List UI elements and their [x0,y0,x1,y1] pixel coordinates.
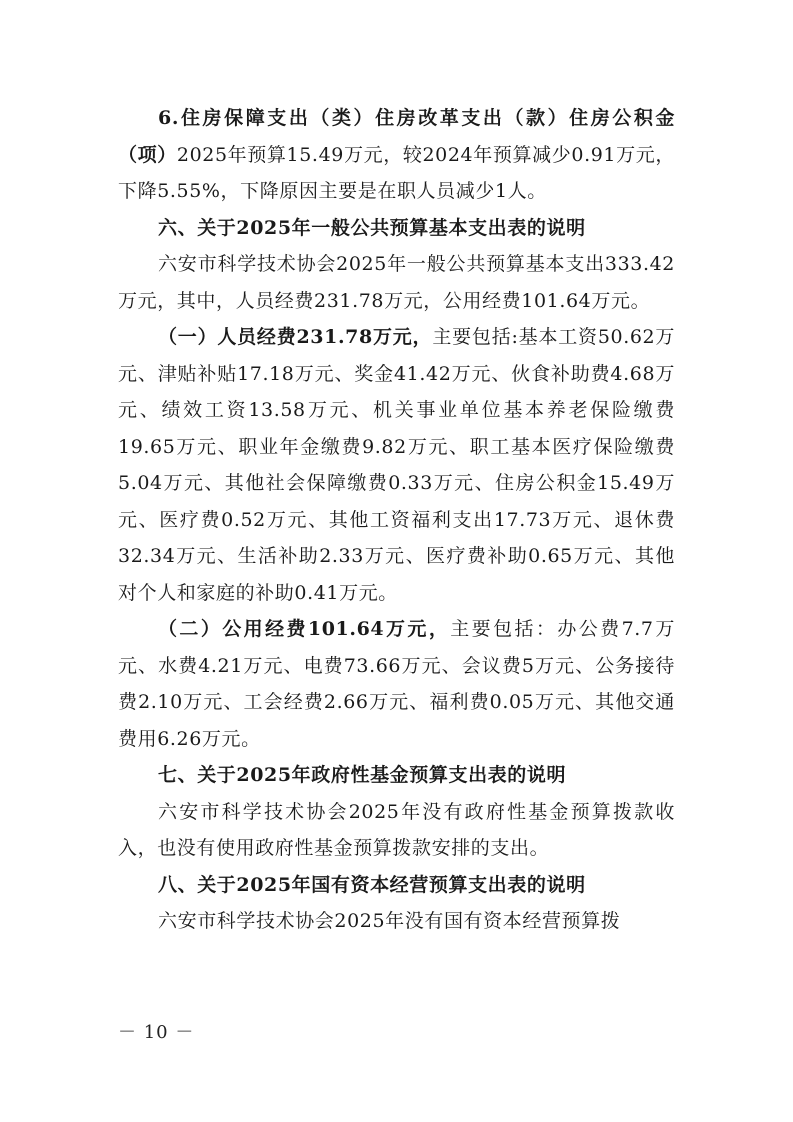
page-number: － 10 － [118,1022,195,1043]
paragraph-housing-fund-title: 6.住房保障支出（类）住房改革支出（款）住房公积金（项） [118,107,675,166]
paragraph-housing-fund [118,100,675,210]
paragraph-public-expenses [118,611,675,757]
paragraph-personnel-expenses [118,319,675,611]
section-heading-6: 六、关于2025年一般公共预算基本支出表的说明 [158,216,586,239]
paragraph-personnel-expenses-title: （一）人员经费231.78万元， [158,326,433,348]
paragraph-basic-expenditure: 六安市科学技术协会2025年一般公共预算基本支出333.42万元，其中，人员经费231.78万元，公用经费101.64万元。 [118,253,675,312]
paragraph-government-fund: 六安市科学技术协会2025年没有政府性基金预算拨款收入，也没有使用政府性基金预算拨款安排的支出。 [118,800,675,859]
paragraph-state-capital: 六安市科学技术协会2025年没有国有资本经营预算拨 [158,910,621,932]
paragraph-public-expenses-body: 主要包括：办公费7.7万元、水费4.21万元、电费73.66万元、会议费5万元、公务接待费2.10万元、工会经费2.66万元、福利费0.05万元、其他交通费用6.26万元。 [118,618,675,750]
paragraph-housing-fund-body: 2025年预算15.49万元，较2024年预算减少0.91万元，下降5.55%，下降原因主要是在职人员减少1人。 [118,143,675,202]
paragraph-personnel-expenses-body: 主要包括:基本工资50.62万元、津贴补贴17.18万元、奖金41.42万元、伙食补助费4.68万元、绩效工资13.58万元、机关事业单位基本养老保险缴费19.65万元、职业年金缴费9.82万元、职工基本医疗保险缴费5.04万元、其他社会保障缴费0.33万元、住房公积金15.49万元、医疗费0.52万元、其他工资福利支出17.73万元、退休费32.34万元、生活补助2.33万元、医疗费补助0.65万元、其他对个人和家庭的补助0.41万元。 [118,326,675,604]
paragraph-public-expenses-title: （二）公用经费101.64万元， [158,618,451,640]
section-heading-8: 八、关于2025年国有资本经营预算支出表的说明 [158,873,586,896]
section-heading-7: 七、关于2025年政府性基金预算支出表的说明 [158,764,567,786]
